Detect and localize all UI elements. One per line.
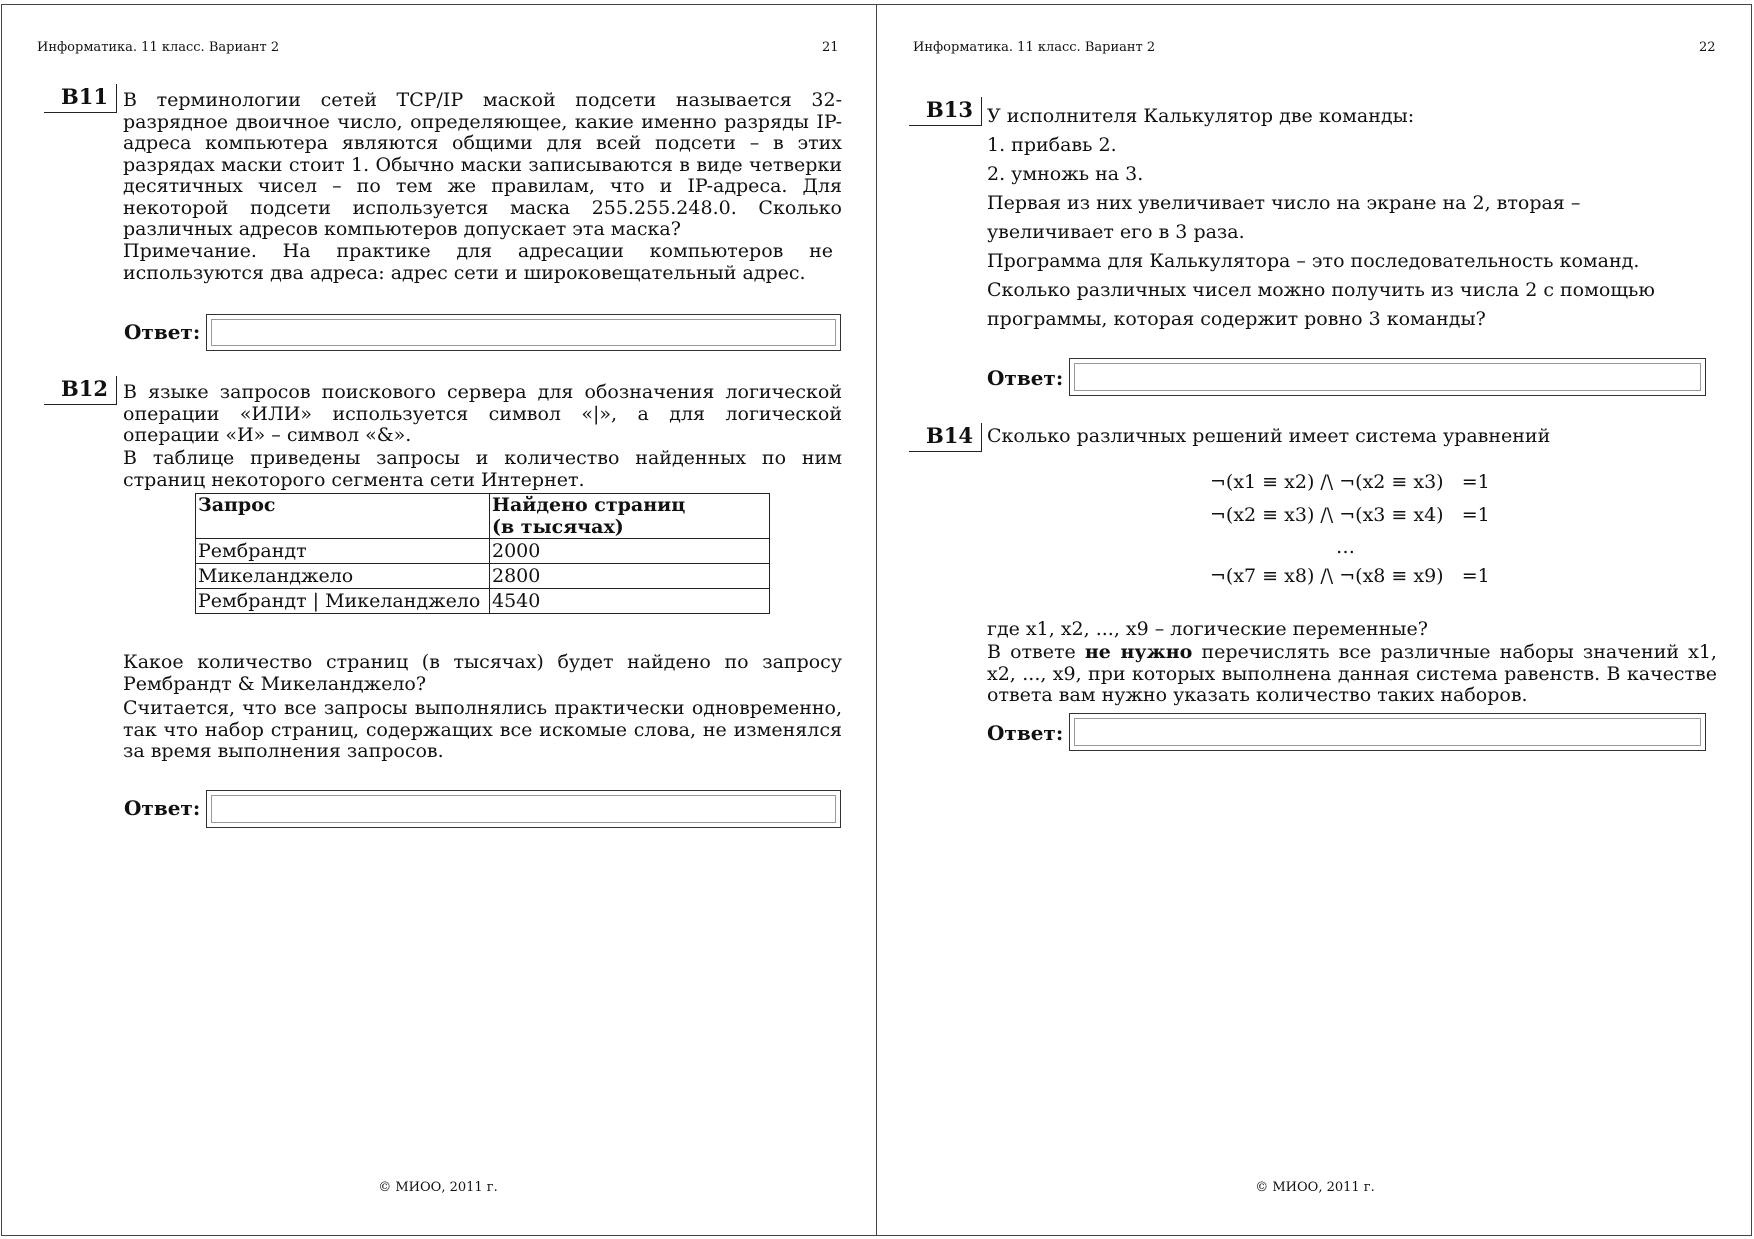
b12-assumption: Считается, что все запросы выполнялись практически одновременно, так что набор страниц, содержащих все искомые слова, не изменялся за время выполнения запросов. <box>123 697 842 762</box>
right-page <box>877 4 1753 1236</box>
table-cell-found: 2800 <box>490 564 770 589</box>
b14-instr-part2: перечислять все различные наборы значений x1, x2, ..., x9, при которых выполнена данная система равенств. В качестве ответа вам нужно указать количество таких наборов. <box>987 641 1717 706</box>
b14-instr-part1: В ответе <box>987 641 1085 663</box>
b13-answer-label: Ответ: <box>987 366 1064 390</box>
b11-answer-label: Ответ: <box>124 320 201 344</box>
table-header-found-line1: Найдено страниц <box>492 494 686 516</box>
b13-answer-input[interactable] <box>1069 358 1706 396</box>
b13-line: Первая из них увеличивает число на экране на 2, вторая – <box>987 192 1581 214</box>
b12-answer-input[interactable] <box>206 790 841 828</box>
task-number-b11: B11 <box>44 84 117 113</box>
b13-line: 2. умножь на 3. <box>987 163 1144 185</box>
footer-copyright: © МИОО, 2011 г. <box>1255 1180 1375 1195</box>
b14-equation-1: ¬(x1 ≡ x2) /\ ¬(x2 ≡ x3) =1 <box>1210 471 1490 493</box>
b12-question: Какое количество страниц (в тысячах) будет найдено по запросу Рембрандт & Микеланджело? <box>123 651 842 695</box>
page-number: 22 <box>1699 40 1716 55</box>
b13-line: программы, которая содержит ровно 3 команды? <box>987 308 1486 330</box>
header-title: Информатика. 11 класс. Вариант 2 <box>37 40 280 55</box>
table-row <box>196 539 770 564</box>
b14-ellipsis: … <box>1336 536 1355 558</box>
table-cell-found: 2000 <box>490 539 770 564</box>
b14-instr-bold: не нужно <box>1084 641 1193 663</box>
query-table <box>195 493 770 614</box>
b13-line: увеличивает его в 3 раза. <box>987 221 1245 243</box>
table-row <box>196 589 770 614</box>
table-header-found-line2: (в тысячах) <box>492 516 624 538</box>
b14-where: где x1, x2, ..., x9 – логические переменные? <box>987 618 1428 640</box>
table-header-query: Запрос <box>196 494 490 539</box>
b11-note: Примечание. На практике для адресации компьютеров не используются два адреса: адрес сети и широковещательный адрес. <box>123 240 833 284</box>
b13-line: 1. прибавь 2. <box>987 134 1117 156</box>
task-number-b12: B12 <box>44 376 117 405</box>
b12-table-intro: В таблице приведены запросы и количество найденных по ним страниц некоторого сегмента сети Интернет. <box>123 447 842 491</box>
table-cell-found: 4540 <box>490 589 770 614</box>
header-title: Информатика. 11 класс. Вариант 2 <box>913 40 1156 55</box>
task-number-b14: B14 <box>909 423 982 452</box>
b14-answer-input[interactable] <box>1069 713 1706 751</box>
b12-intro: В языке запросов поискового сервера для обозначения логической операции «ИЛИ» используется символ «|», а для логической операции «И» – символ «&». <box>123 381 842 446</box>
b14-instruction <box>987 642 1717 707</box>
b11-text: В терминологии сетей TCP/IP маской подсети называется 32-разрядное двоичное число, определяющее, какие именно разряды IP-адреса компьютера являются общими для всей подсети – в этих разрядах маски стоит 1. Обычно маски записываются в виде четверки десятичных чисел – по тем же правилам, что и IP-адреса. Для некоторой подсети используется маска 255.255.248.0. Сколько различных адресов компьютеров допускает эта маска? <box>123 89 842 240</box>
task-number-b13: B13 <box>909 97 982 126</box>
table-header-found <box>490 494 770 539</box>
b11-answer-input[interactable] <box>206 314 841 351</box>
left-page <box>0 4 876 1236</box>
b14-equation-2: ¬(x2 ≡ x3) /\ ¬(x3 ≡ x4) =1 <box>1210 504 1490 526</box>
b13-line: Программа для Калькулятора – это последовательность команд. <box>987 250 1640 272</box>
b12-answer-label: Ответ: <box>124 796 201 820</box>
b14-question: Сколько различных решений имеет система уравнений <box>987 425 1551 447</box>
footer-copyright: © МИОО, 2011 г. <box>378 1180 498 1195</box>
b14-equation-3: ¬(x7 ≡ x8) /\ ¬(x8 ≡ x9) =1 <box>1210 565 1490 587</box>
b14-answer-label: Ответ: <box>987 721 1064 745</box>
b13-text <box>987 102 1717 334</box>
table-cell-query: Рембрандт | Микеланджело <box>196 589 490 614</box>
b13-line: Сколько различных чисел можно получить из числа 2 с помощью <box>987 279 1655 301</box>
page-number: 21 <box>822 40 839 55</box>
table-cell-query: Рембрандт <box>196 539 490 564</box>
table-header-row <box>196 494 770 539</box>
table-row <box>196 564 770 589</box>
table-cell-query: Микеланджело <box>196 564 490 589</box>
b13-line: У исполнителя Калькулятор две команды: <box>987 105 1415 127</box>
